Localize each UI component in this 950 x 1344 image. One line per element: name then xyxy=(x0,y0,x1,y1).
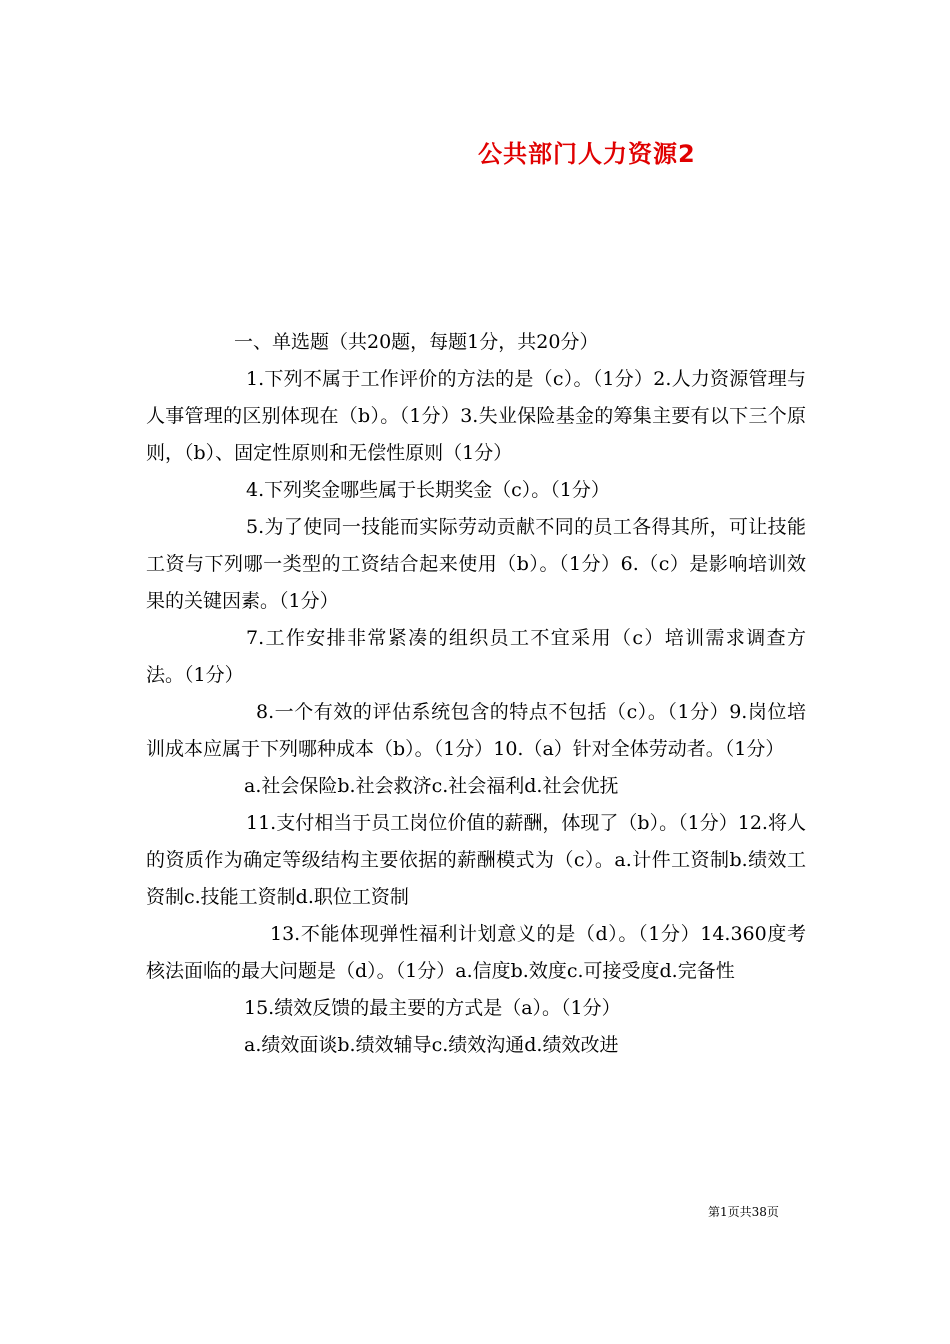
answer-options: a.绩效面谈b.绩效辅导c.绩效沟通d.绩效改进 xyxy=(244,1034,619,1056)
paragraph: 1.下列不属于工作评价的方法的是（c）。（1分）2.人力资源管理与人事管理的区别体现在（b）。（1分）3.失业保险基金的筹集主要有以下三个原则，（b）、固定性原则和无偿性原则（1分） xyxy=(146,368,806,464)
paragraph: 7.工作安排非常紧凑的组织员工不宜采用（c）培训需求调查方法。（1分） xyxy=(146,627,806,686)
document-body xyxy=(146,324,806,1064)
paragraph: 13.不能体现弹性福利计划意义的是（d）。（1分）14.360度考核法面临的最大问题是（d）。（1分）a.信度b.效度c.可接受度d.完备性 xyxy=(146,923,806,982)
answer-options: a.社会保险b.社会救济c.社会福利d.社会优抚 xyxy=(244,775,619,797)
page-number: 第1页共38页 xyxy=(708,1205,779,1219)
section-heading: 一、单选题（共20题，每题1分，共20分） xyxy=(234,331,599,353)
document-title: 公共部门人力资源2 xyxy=(478,140,696,168)
paragraph: 11.支付相当于员工岗位价值的薪酬，体现了（b）。（1分）12.将人的资质作为确定等级结构主要依据的薪酬模式为（c）。a.计件工资制b.绩效工资制c.技能工资制d.职位工资制 xyxy=(146,812,806,908)
paragraph: 15.绩效反馈的最主要的方式是（a）。（1分） xyxy=(244,997,621,1019)
paragraph: 8.一个有效的评估系统包含的特点不包括（c）。（1分）9.岗位培训成本应属于下列哪种成本（b）。（1分）10.（a）针对全体劳动者。（1分） xyxy=(146,701,806,760)
paragraph: 4.下列奖金哪些属于长期奖金（c）。（1分） xyxy=(246,479,610,501)
paragraph: 5.为了使同一技能而实际劳动贡献不同的员工各得其所，可让技能工资与下列哪一类型的工资结合起来使用（b）。（1分）6.（c）是影响培训效果的关键因素。（1分） xyxy=(146,516,806,612)
